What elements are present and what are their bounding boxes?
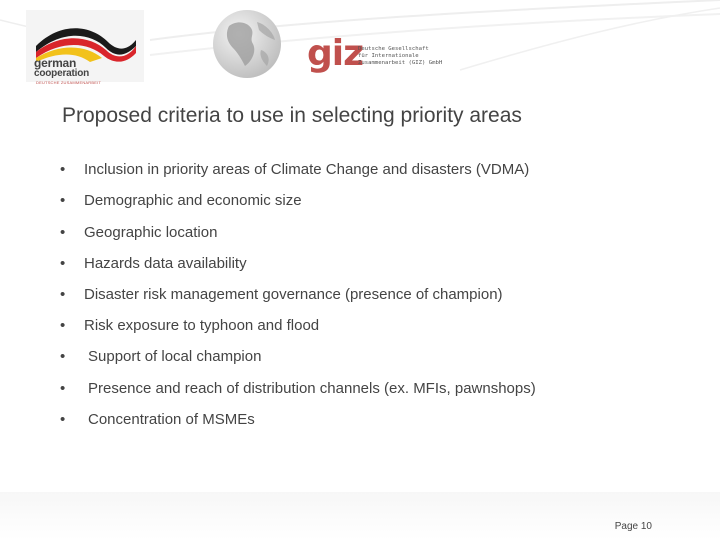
bullet-icon: • <box>60 317 66 334</box>
slide-title: Proposed criteria to use in selecting priority areas <box>62 104 522 127</box>
giz-name-line: für Internationale <box>358 53 419 60</box>
bullet-text: Risk exposure to typhoon and flood <box>84 317 320 334</box>
globe-icon <box>211 8 283 80</box>
page-number: Page 10 <box>614 521 652 532</box>
bullet-icon: • <box>60 411 66 428</box>
giz-name-line: Deutsche Gesellschaft <box>358 46 429 52</box>
giz-name-line: Zusammenarbeit (GIZ) GmbH <box>358 60 443 67</box>
bullet-text: Presence and reach of distribution channels (ex. MFIs, pawnshops) <box>88 380 536 397</box>
bullet-text: Disaster risk management governance (presence of champion) <box>84 286 503 303</box>
bullet-icon: • <box>60 161 66 178</box>
giz-full-name <box>358 46 448 68</box>
bullet-icon: • <box>60 348 66 365</box>
bullet-text: Concentration of MSMEs <box>88 411 255 428</box>
giz-wordmark: giz <box>307 33 364 74</box>
logo-tagline: DEUTSCHE ZUSAMMENARBEIT <box>36 80 102 85</box>
bullet-icon: • <box>60 192 66 209</box>
german-cooperation-logo <box>26 10 144 85</box>
bullet-icon: • <box>60 380 66 397</box>
bullet-text: Hazards data availability <box>84 255 247 272</box>
bullet-icon: • <box>60 286 66 303</box>
logo-word-german: german <box>34 56 77 70</box>
bullet-text: Demographic and economic size <box>84 192 302 209</box>
bullet-text: Geographic location <box>84 224 218 241</box>
bullet-text: Inclusion in priority areas of Climate Change and disasters (VDMA) <box>84 161 530 178</box>
bullet-text: Support of local champion <box>88 348 262 365</box>
logo-word-cooperation: cooperation <box>34 68 90 79</box>
bullet-icon: • <box>60 224 66 241</box>
bullet-icon: • <box>60 255 66 272</box>
footer-band <box>0 492 720 540</box>
